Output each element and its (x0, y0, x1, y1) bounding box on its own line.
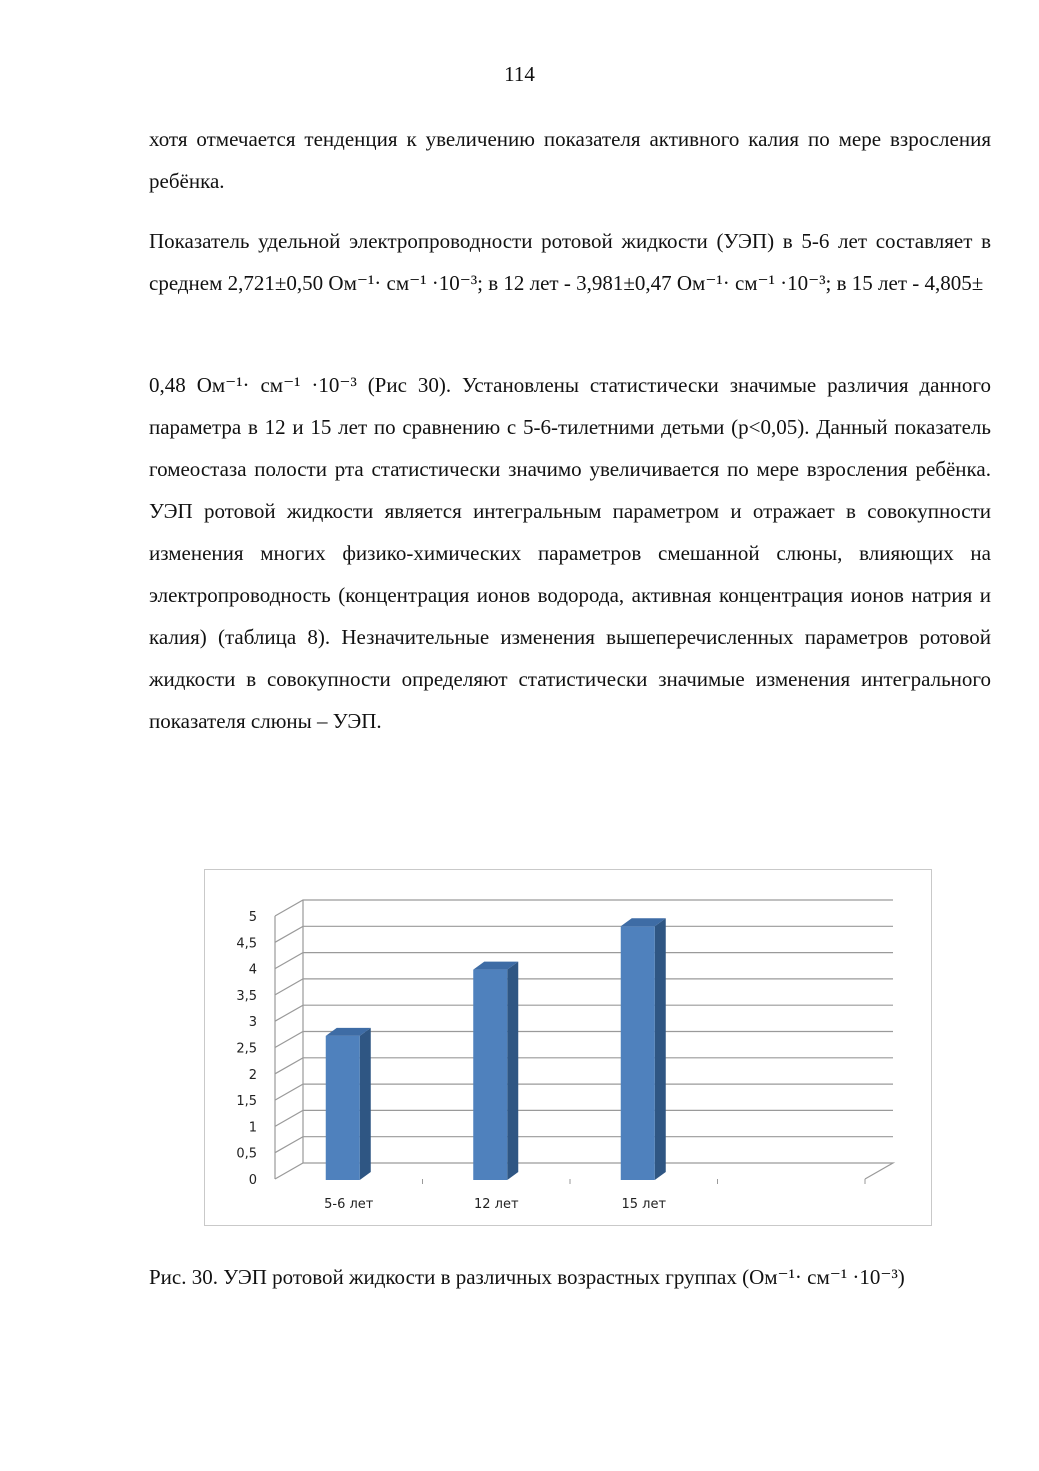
gridline (275, 953, 893, 969)
figure-caption: Рис. 30. УЭП ротовой жидкости в различных возрастных группах (Ом⁻¹· см⁻¹ ·10⁻³) (149, 1265, 905, 1289)
bar-side (360, 1028, 371, 1180)
bar (326, 1036, 360, 1180)
y-tick-label: 1 (248, 1120, 257, 1136)
gridline (275, 979, 893, 995)
paragraph-conductivity-analysis: 0,48 Ом⁻¹· см⁻¹ ·10⁻³ (Рис 30). Установлены статистически значимые различия данного параметра в 12 и 15 лет по сравнению с 5-6-тилетними детьми (p<0,05). Данный показатель гомеостаза полости рта статистически значимо увеличивается по мере взросления ребёнка. УЭП ротовой жидкости является интегральным параметром и отражает в совокупности изменения многих физико-химических параметров смешанной слюны, влияющих на электропроводность (концентрация ионов водорода, активная концентрация ионов натрия и калия) (таблица 8). Незначительные изменения вышеперечисленных параметров ротовой жидкости в совокупности определяют статистически значимые изменения интегрального показателя слюны – УЭП. (149, 373, 991, 733)
y-tick-label: 2,5 (236, 1041, 257, 1057)
y-tick-label: 3,5 (236, 988, 257, 1004)
bar (621, 926, 655, 1180)
bar-side (507, 962, 518, 1180)
conductivity-chart (204, 869, 932, 1226)
x-tick-label: 15 лет (621, 1197, 667, 1212)
page-number: 114 (504, 62, 535, 86)
y-tick-label: 0 (248, 1173, 257, 1188)
x-tick-label: 12 лет (473, 1197, 519, 1212)
gridline (275, 900, 893, 916)
y-tick-label: 1,5 (236, 1094, 257, 1110)
conductivity-chart-svg (205, 870, 933, 1227)
x-tick-label: 5-6 лет (324, 1197, 374, 1212)
bar (473, 970, 507, 1180)
paragraph-conductivity-values: Показатель удельной электропроводности ротовой жидкости (УЭП) в 5-6 лет составляет в среднем 2,721±0,50 Ом⁻¹· см⁻¹ ·10⁻³; в 12 лет - 3,981±0,47 Ом⁻¹· см⁻¹ ·10⁻³; в 15 лет - 4,805± (149, 229, 991, 295)
bar-side (655, 918, 666, 1180)
gridline (275, 926, 893, 942)
y-tick-label: 0,5 (236, 1146, 257, 1162)
y-tick-label: 4 (248, 962, 257, 978)
y-tick-label: 5 (248, 910, 257, 925)
y-tick-label: 2 (248, 1067, 257, 1083)
y-tick-label: 3 (248, 1015, 257, 1031)
y-tick-label: 4,5 (236, 936, 257, 952)
gridline (275, 1005, 893, 1021)
paragraph-potassium-trend: хотя отмечается тенденция к увеличению показателя активного калия по мере взросления ребёнка. (149, 127, 991, 193)
